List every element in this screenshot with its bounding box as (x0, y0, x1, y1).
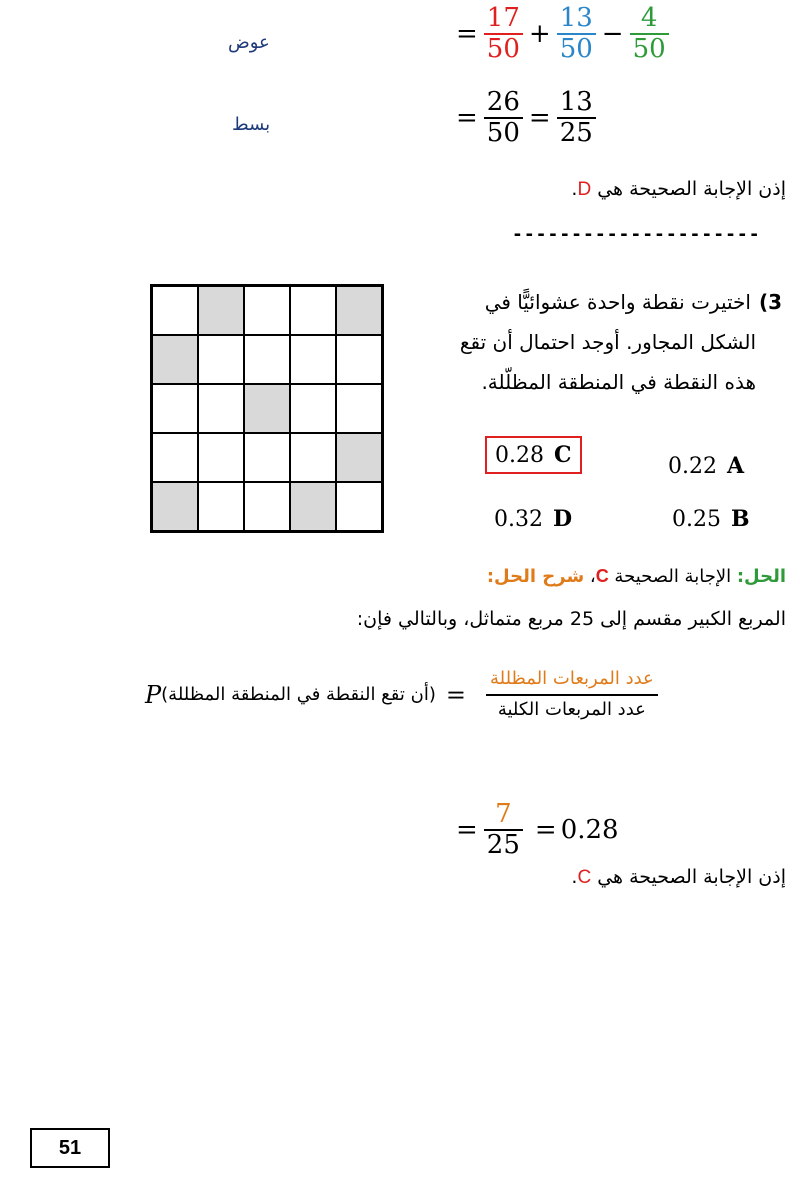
grid-cell (152, 286, 198, 335)
shaded-cell (336, 286, 382, 335)
formula-fraction (478, 665, 666, 725)
option-a[interactable] (668, 453, 744, 479)
grid-cell (290, 433, 336, 482)
shaded-cell (290, 482, 336, 531)
answer-letter: D (577, 179, 592, 200)
formula-p: P (145, 680, 162, 709)
question-line-3: هذه النقطة في المنطقة المظلّلة. (481, 370, 756, 394)
answer-dot: . (571, 866, 578, 888)
plus-sign: + (528, 18, 551, 49)
page-number: 51 (30, 1128, 110, 1168)
fraction-4-50 (630, 4, 669, 63)
denominator: 50 (557, 33, 596, 64)
question-text-1: اختيرت نقطة واحدة عشوائيًّا في (484, 290, 751, 314)
answer-dot: . (571, 178, 578, 200)
grid-cell (290, 384, 336, 433)
minus-sign: − (601, 18, 624, 49)
shaded-cell (244, 384, 290, 433)
grid-cell (336, 335, 382, 384)
grid-cell (152, 384, 198, 433)
equals-sign: = (456, 18, 478, 49)
step1-equation (452, 4, 671, 63)
option-value: 0.25 (672, 507, 721, 532)
answer-line-1 (571, 178, 786, 201)
question-block (382, 282, 782, 402)
solution-line (487, 566, 786, 587)
equals-sign: = (456, 102, 478, 133)
option-value: 0.22 (668, 454, 717, 479)
shaded-cell (198, 286, 244, 335)
option-d[interactable] (494, 506, 572, 532)
solution-text: الإجابة الصحيحة (608, 566, 737, 587)
result-value: 0.28 (560, 814, 619, 845)
numerator: 26 (486, 87, 520, 117)
solution-letter: C (595, 566, 609, 586)
question-number: 3) (758, 290, 782, 314)
question-line-1 (382, 282, 782, 322)
shaded-cell (336, 433, 382, 482)
grid-cell (244, 482, 290, 531)
fraction-26-50 (484, 88, 523, 147)
grid-cell (198, 482, 244, 531)
fraction-13-50 (557, 4, 596, 63)
answer-line-2 (571, 866, 786, 889)
grid-cell (290, 335, 336, 384)
numerator: 13 (559, 3, 593, 33)
formula-event: (أن تقع النقطة في المنطقة المظللة) (161, 684, 436, 706)
option-letter: C (553, 442, 572, 468)
grid-cell (244, 335, 290, 384)
formula-denominator: عدد المربعات الكلية (486, 694, 658, 725)
probability-formula (145, 665, 668, 725)
answer-text: إذن الإجابة الصحيحة هي (591, 866, 786, 888)
numerator: 17 (486, 3, 520, 33)
shaded-grid-figure (150, 284, 384, 533)
shaded-cell (152, 482, 198, 531)
formula-equals: = (445, 680, 466, 709)
grid-cell (336, 482, 382, 531)
grid-cell (198, 433, 244, 482)
option-value: 0.28 (495, 443, 544, 468)
option-c[interactable] (485, 436, 582, 474)
equals-sign: = (528, 102, 551, 133)
solution-explain-label: شرح الحل: (486, 566, 585, 587)
explanation-sentence: المربع الكبير مقسم إلى 25 مربع متماثل، وبالتالي فإن: (356, 608, 786, 630)
grid-cell (244, 433, 290, 482)
denominator: 50 (484, 117, 523, 148)
option-letter: B (730, 506, 750, 532)
grid-cell (290, 286, 336, 335)
grid-cell (198, 384, 244, 433)
denominator: 50 (484, 33, 523, 64)
step2-equation (452, 88, 598, 147)
formula-numerator: عدد المربعات المظللة (489, 668, 654, 689)
equals-sign: = (456, 814, 478, 845)
denominator: 25 (484, 829, 523, 860)
grid-cell (336, 384, 382, 433)
answer-letter: C (577, 867, 592, 888)
grid-cell (152, 433, 198, 482)
fraction-17-50 (484, 4, 523, 63)
step1-note: عوض (228, 32, 270, 53)
option-letter: A (726, 453, 745, 479)
answer-text: إذن الإجابة الصحيحة هي (591, 178, 786, 200)
grid-cell (244, 286, 290, 335)
option-b[interactable] (672, 506, 750, 532)
numerator: 4 (640, 3, 658, 33)
solution-comma: ، (584, 566, 596, 587)
question-line-2: الشكل المجاور. أوجد احتمال أن تقع (459, 330, 756, 354)
dashed-divider: --------------------- (512, 224, 761, 245)
numerator: 7 (495, 799, 512, 829)
option-letter: D (552, 506, 573, 532)
denominator: 50 (630, 33, 669, 64)
option-value: 0.32 (494, 507, 543, 532)
denominator: 25 (557, 117, 596, 148)
equals-sign: = (534, 814, 557, 845)
fraction-13-25 (557, 88, 596, 147)
fraction-7-25 (484, 800, 523, 859)
step2-note: بسط (232, 114, 271, 135)
solution-label: الحل: (736, 566, 786, 587)
result-equation (452, 800, 619, 859)
shaded-cell (152, 335, 198, 384)
grid-cell (198, 335, 244, 384)
numerator: 13 (559, 87, 593, 117)
